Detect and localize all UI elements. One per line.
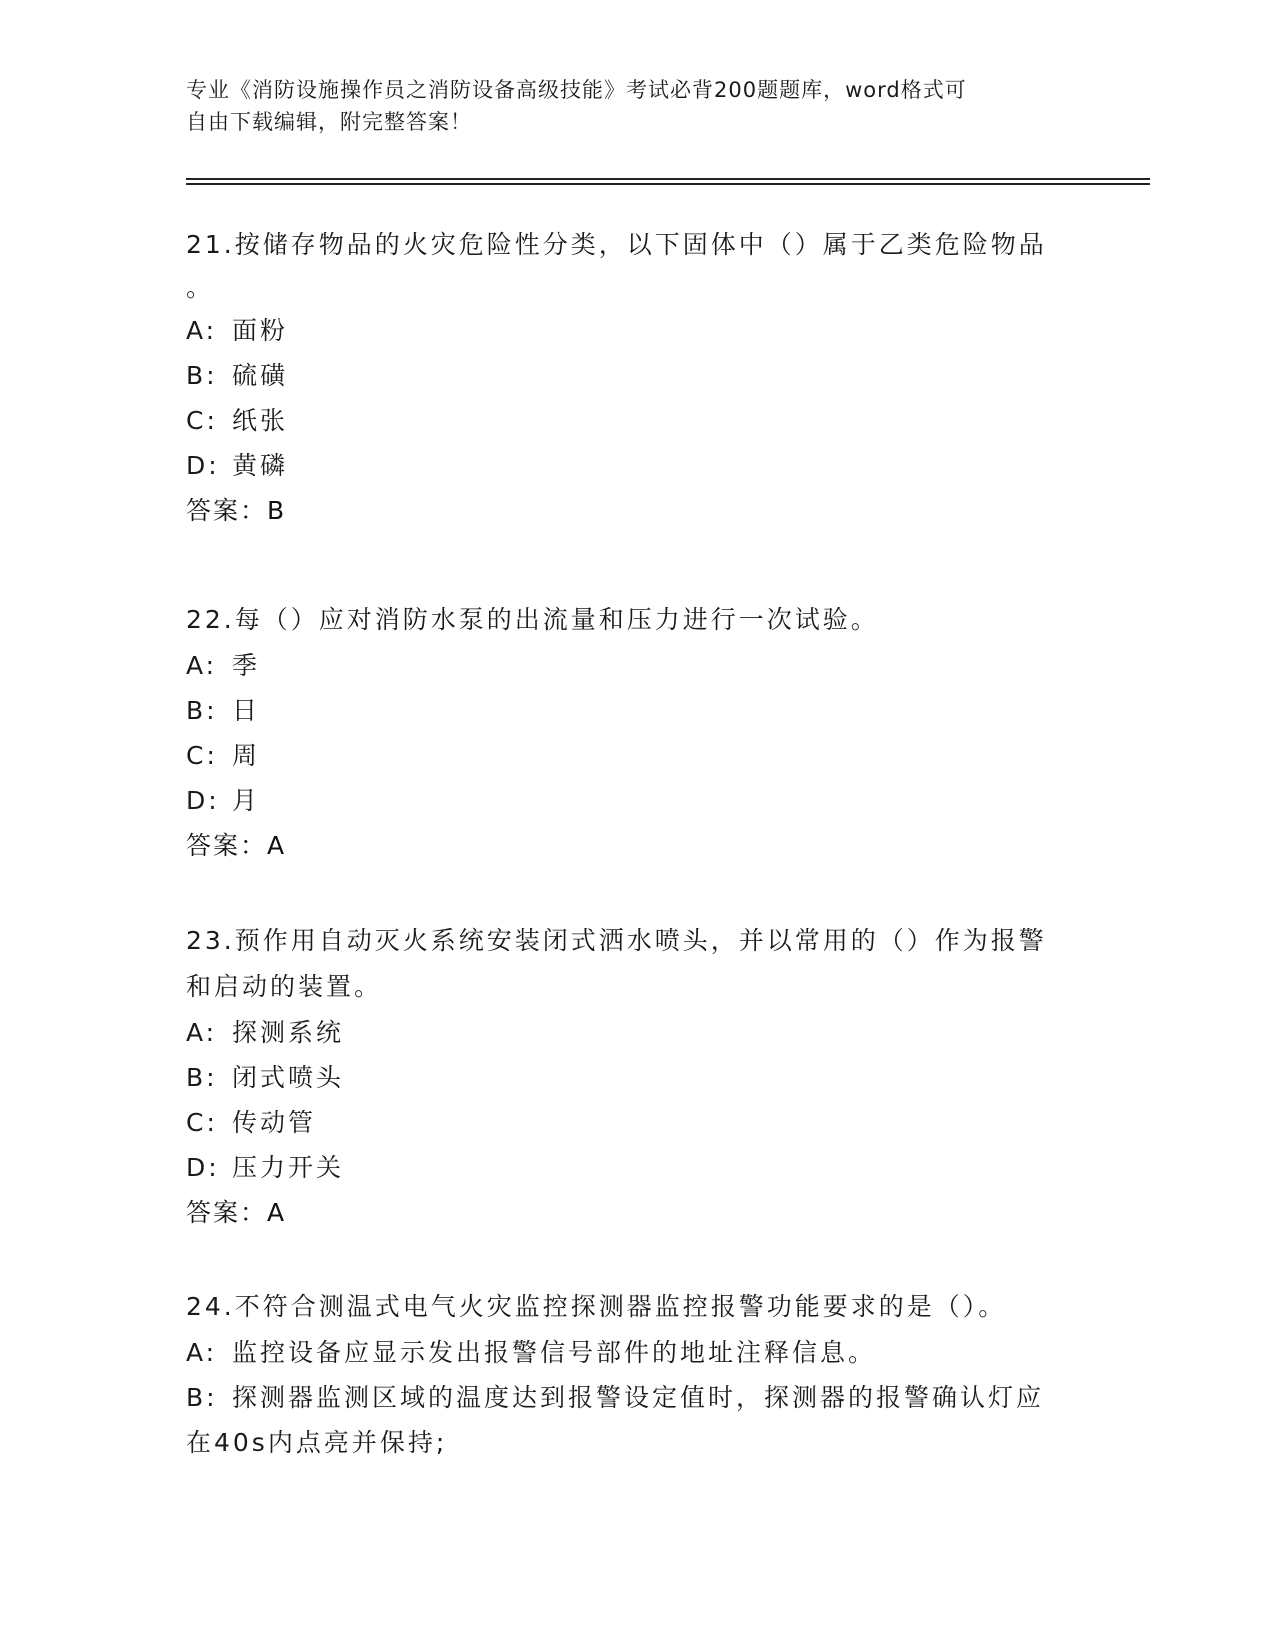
question-text-line: 21.按储存物品的火灾危险性分类，以下固体中（）属于乙类危险物品: [186, 230, 1047, 259]
option-d: [186, 443, 1086, 488]
option-text: 纸张: [232, 406, 289, 435]
option-a: [186, 1330, 1086, 1375]
option-key: D:: [186, 1153, 220, 1182]
option-text: 压力开关: [232, 1153, 345, 1182]
answer: 答案：B: [186, 496, 287, 525]
question-text-line: 23.预作用自动灭火系统安装闭式洒水喷头，并以常用的（）作为报警: [186, 926, 1047, 955]
answer: 答案：A: [186, 1198, 287, 1227]
option-b: [186, 1375, 1086, 1420]
option-b: [186, 688, 1086, 733]
option-text: 日: [232, 696, 261, 725]
option-text: 闭式喷头: [232, 1063, 345, 1092]
option-key: B:: [186, 1063, 218, 1092]
question-text: [186, 1284, 1086, 1330]
option-a: [186, 308, 1086, 353]
header-line-2: 自由下载编辑，附完整答案！: [186, 110, 472, 134]
option-key: C:: [186, 741, 218, 770]
option-c: [186, 1100, 1086, 1145]
question-text: [186, 222, 1086, 308]
option-text: 周: [232, 741, 261, 770]
option-d: [186, 778, 1086, 823]
option-text: 传动管: [232, 1108, 317, 1137]
option-text: 硫磺: [232, 361, 289, 390]
question-text-line: 24.不符合测温式电气火灾监控探测器监控报警功能要求的是（）。: [186, 1292, 1007, 1321]
option-key: A:: [186, 316, 218, 345]
option-key: B:: [186, 696, 218, 725]
header-divider-top: [186, 178, 1150, 180]
option-key: B:: [186, 1383, 218, 1412]
option-key: A:: [186, 651, 218, 680]
option-key: A:: [186, 1018, 218, 1047]
option-text: 季: [232, 651, 261, 680]
option-text: 黄磷: [232, 451, 289, 480]
question-text-line: 22.每（）应对消防水泵的出流量和压力进行一次试验。: [186, 605, 879, 634]
question-text: [186, 918, 1086, 1010]
option-b: [186, 353, 1086, 398]
header-line-1: 专业《消防设施操作员之消防设备高级技能》考试必背200题题库，word格式可: [186, 78, 967, 102]
option-a: [186, 1010, 1086, 1055]
option-key: B:: [186, 361, 218, 390]
document-header: [186, 74, 1086, 138]
option-key: A:: [186, 1338, 218, 1367]
option-a: [186, 643, 1086, 688]
option-text: 监控设备应显示发出报警信号部件的地址注释信息。: [232, 1338, 877, 1367]
option-c: [186, 733, 1086, 778]
question-21: [186, 222, 1086, 534]
option-key: C:: [186, 1108, 218, 1137]
option-d: [186, 1145, 1086, 1190]
option-text: 面粉: [232, 316, 289, 345]
question-22: [186, 597, 1086, 869]
answer: 答案：A: [186, 831, 287, 860]
option-text: 探测器监测区域的温度达到报警设定值时，探测器的报警确认灯应: [232, 1383, 1045, 1412]
option-text: 探测系统: [232, 1018, 345, 1047]
question-23: [186, 918, 1086, 1236]
question-24: [186, 1284, 1086, 1465]
question-text-line: 和启动的装置。: [186, 972, 383, 1001]
option-key: C:: [186, 406, 218, 435]
option-text: 月: [232, 786, 261, 815]
header-divider-bottom: [186, 183, 1150, 185]
option-b-continuation: 在40s内点亮并保持;: [186, 1428, 448, 1457]
option-key: D:: [186, 451, 220, 480]
option-key: D:: [186, 786, 220, 815]
question-text: [186, 597, 1086, 643]
option-c: [186, 398, 1086, 443]
question-text-line: 。: [186, 273, 215, 302]
option-b: [186, 1055, 1086, 1100]
